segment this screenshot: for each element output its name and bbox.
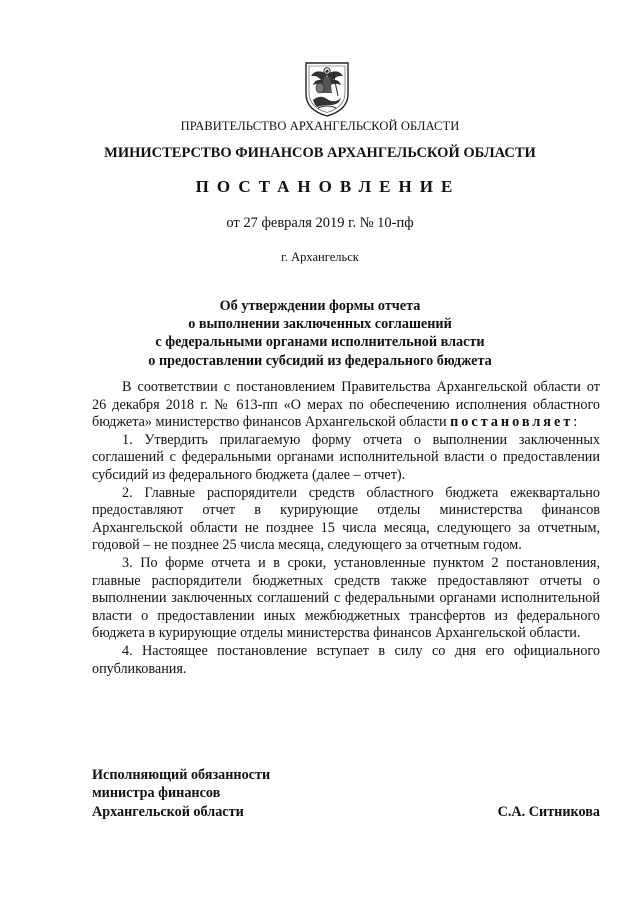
document-city: г. Архангельск [281,250,359,264]
document-type: ПОСТАНОВЛЕНИЕ [195,177,461,196]
signature-block [92,766,600,821]
signer-position-line: Архангельской области [92,803,244,820]
signer-position-line: Исполняющий обязанности [92,767,271,783]
document-body [92,379,600,678]
signer-position-line: министра финансов [92,785,221,802]
title-line: с федеральными органами исполнительной власти [155,334,485,351]
item-paragraph-2: 2. Главные распорядители средств областного бюджета ежеквартально предоставляют отчет в курирующие отделы министерства финансов Архангельской области не позднее 15 числа месяца, следующего за отчетным, годовой – не позднее 25 числа месяца, следующего за отчетным годом. [92,484,600,554]
document-title [0,297,640,370]
signer-name: С.А. Ситникова [497,803,600,820]
item-paragraph-1: 1. Утвердить прилагаемую форму отчета о выполнении заключенных соглашений с федеральными органами исполнительной власти о предоставлении субсидий из федерального бюджета (далее – отчет). [92,431,600,483]
document-date-number: от 27 февраля 2019 г. № 10-пф [226,215,414,231]
title-line: Об утверждении формы отчета [219,298,421,314]
resolves-punct: : [573,414,578,431]
government-name: ПРАВИТЕЛЬСТВО АРХАНГЕЛЬСКОЙ ОБЛАСТИ [180,119,460,133]
title-line: о выполнении заключенных соглашений [188,316,452,333]
resolves-word: постановляет [450,414,574,431]
item-paragraph-3: 3. По форме отчета и в сроки, установленные пунктом 2 постановления, главные распорядители бюджетных средств также предоставляют отчеты о выполнении заключенных соглашений с федеральными органами исполнительной власти о предоставлении иных межбюджетных трансфертов из федерального бюджета в курирующие отделы министерства финансов Архангельской области. [92,554,600,642]
preamble-paragraph [92,379,600,432]
item-paragraph-4: 4. Настоящее постановление вступает в силу со дня его официального опубликования. [92,642,600,677]
arkhangelsk-coat-of-arms-icon [302,60,352,118]
title-line: о предоставлении субсидий из федерального бюджета [148,352,492,369]
ministry-name: МИНИСТЕРСТВО ФИНАНСОВ АРХАНГЕЛЬСКОЙ ОБЛАСТИ [104,145,536,161]
preamble-text: В соответствии с постановлением Правительства Архангельской области от 26 декабря 2018 г. № 613-пп «О мерах по обеспечению исполнения областного бюджета» министерство финансов Архангельской области [92,379,600,431]
